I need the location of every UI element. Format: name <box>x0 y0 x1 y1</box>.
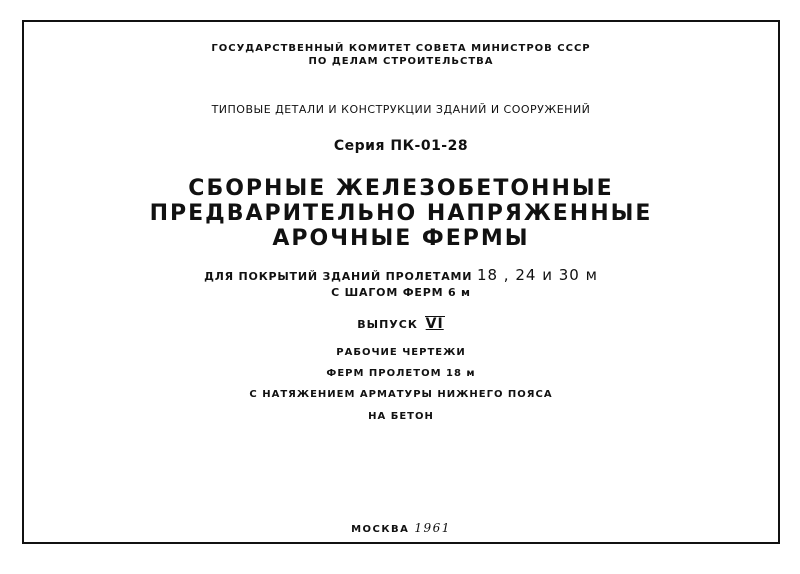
series-number: Серия ПК-01-28 <box>333 138 469 154</box>
description-line-1: РАБОЧИЕ ЧЕРТЕЖИ <box>336 347 466 358</box>
main-title-line-3: АРОЧНЫЕ ФЕРМЫ <box>272 226 530 251</box>
committee-line-1: ГОСУДАРСТВЕННЫЙ КОМИТЕТ СОВЕТА МИНИСТРОВ СССР <box>211 43 591 54</box>
issue-number: VI <box>425 316 444 332</box>
scope-step: С ШАГОМ ФЕРМ 6 м <box>331 286 471 299</box>
scope-line <box>22 268 780 283</box>
issue-line <box>22 316 780 331</box>
description-line-4: НА БЕТОН <box>368 411 434 422</box>
description-line-2: ФЕРМ ПРОЛЕТОМ 18 м <box>326 368 476 379</box>
description-line-3: С НАТЯЖЕНИЕМ АРМАТУРЫ НИЖНЕГО ПОЯСА <box>249 389 553 400</box>
footer-city: МОСКВА <box>351 524 410 535</box>
main-title-line-2: ПРЕДВАРИТЕЛЬНО НАПРЯЖЕННЫЕ <box>149 201 653 226</box>
footer-year: 1961 <box>414 521 451 535</box>
issue-label: ВЫПУСК <box>357 318 418 331</box>
scope-spans: 18 , 24 и 30 м <box>476 266 598 284</box>
main-title-line-1: СБОРНЫЕ ЖЕЛЕЗОБЕТОННЫЕ <box>188 176 614 201</box>
footer-line <box>22 522 780 535</box>
scope-prefix: ДЛЯ ПОКРЫТИЙ ЗДАНИЙ ПРОЛЕТАМИ <box>204 270 473 283</box>
collection-title: ТИПОВЫЕ ДЕТАЛИ И КОНСТРУКЦИИ ЗДАНИЙ И СООРУЖЕНИЙ <box>211 103 591 116</box>
committee-line-2: ПО ДЕЛАМ СТРОИТЕЛЬСТВА <box>308 56 494 67</box>
